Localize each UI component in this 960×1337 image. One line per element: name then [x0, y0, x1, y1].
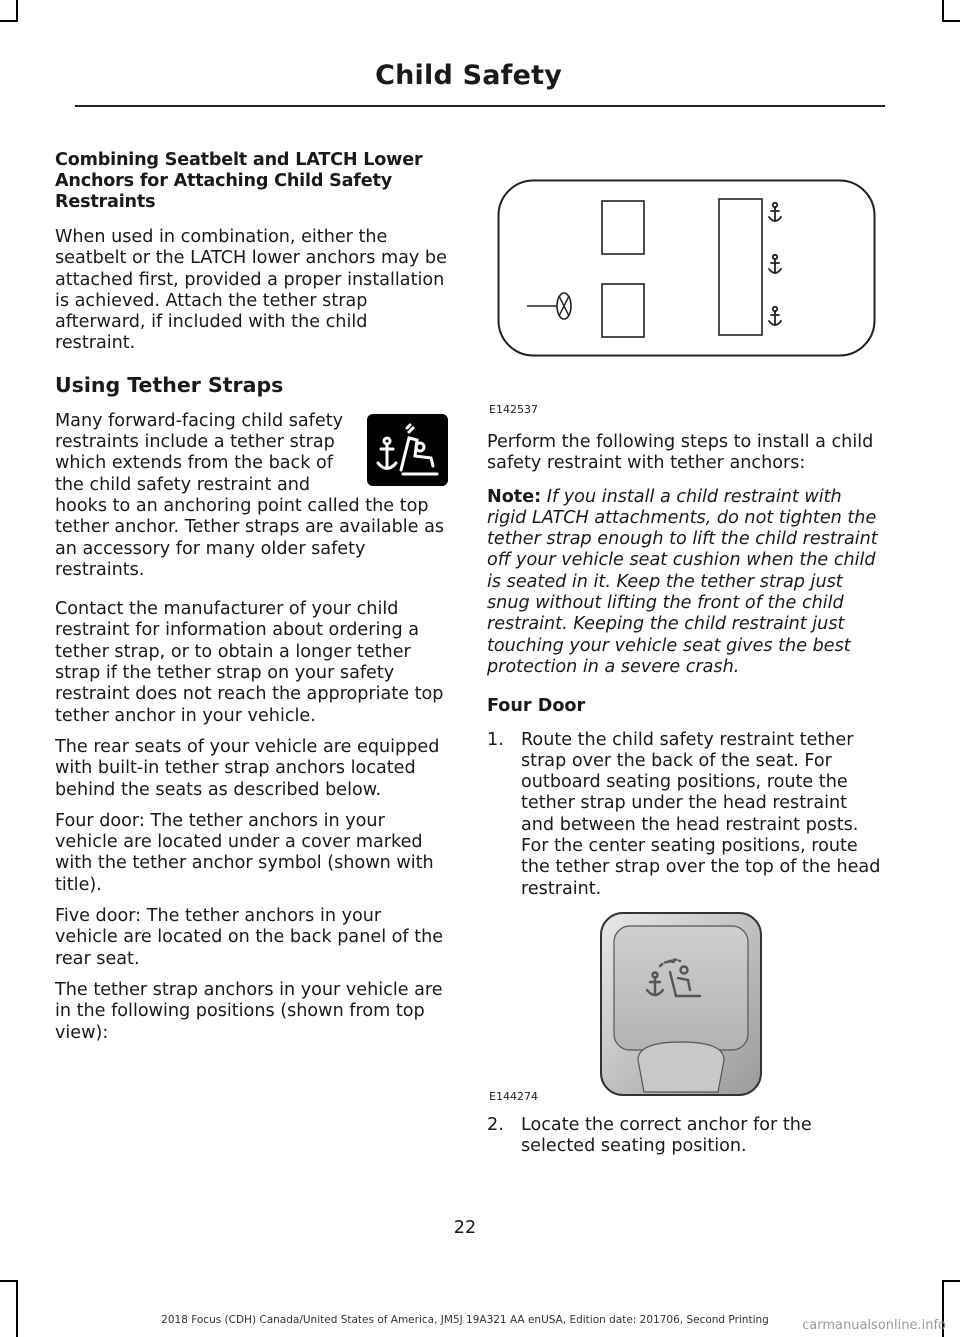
crop-mark	[0, 20, 18, 22]
footer-text: 2018 Focus (CDH) Canada/United States of America, JM5J 19A321 AA enUSA, Edition date: 201706, Second Printing	[161, 1314, 769, 1326]
figure-label: E144274	[489, 1090, 538, 1103]
paragraph: Perform the following steps to install a child safety restraint with tether anchors:	[487, 432, 874, 474]
steps-list	[487, 730, 881, 900]
watermark: carmanualsonline.info	[802, 1318, 946, 1333]
step-text: Locate the correct anchor for the selected seating position.	[521, 1115, 812, 1157]
paragraph: The rear seats of your vehicle are equipped with built-in tether strap anchors located behind the seats as described below.	[55, 736, 440, 800]
page-title: Child Safety	[375, 60, 562, 91]
paragraph: Five door: The tether anchors in your vehicle are located on the back panel of the rear seat.	[55, 906, 444, 969]
note-text: If you install a child restraint with rigid LATCH attachments, do not tighten the tether strap enough to lift the child restraint off your vehicle seat cushion when the child is seated in it. Keep the tether strap just snug without lifting the front of the child restraint. Keeping the child restraint just touching your vehicle seat gives the best protection in a severe crash.	[487, 486, 878, 677]
page-number: 22	[453, 1218, 477, 1238]
step-number: 2.	[487, 1115, 504, 1135]
list-item	[487, 1115, 881, 1158]
crop-mark	[16, 0, 18, 22]
step-number: 1.	[487, 729, 504, 750]
right-column	[487, 432, 881, 910]
step-text: Route the child safety restraint tether strap over the back of the seat. For outboard seating positions, route the tether strap under the head restraint and between the head restraint posts. For the center seating positions, route the tether strap over the top of the head restraint.	[521, 729, 881, 899]
tether-anchor-icon	[367, 414, 448, 486]
paragraph: Contact the manufacturer of your child restraint for information about ordering a tether strap, or to obtain a longer tether strap if the tether strap on your safety restraint does not reach the appropriate top tether anchor in your vehicle.	[55, 599, 444, 726]
paragraph: The tether strap anchors in your vehicle are in the following positions (shown from top view):	[55, 979, 443, 1043]
subsection-title: Four Door	[487, 696, 586, 717]
crop-mark	[942, 0, 944, 22]
crop-mark	[16, 1280, 18, 1337]
paragraph: When used in combination, either the seatbelt or the LATCH lower anchors may be attached first, provided a proper installation is achieved. Attach the tether strap afterward, if included with the child restraint.	[55, 227, 447, 354]
left-column	[55, 150, 448, 1054]
crop-mark	[0, 1280, 18, 1282]
paragraph: Four door: The tether anchors in your vehicle are located under a cover marked with the tether anchor symbol (shown with title).	[55, 810, 434, 895]
paragraph: Many forward-facing child safety restraints include a tether strap which extends from the back of the child safety restraint and hooks to an anchoring point called the top tether anchor. Tether straps are available as an accessory for many older safety restraints.	[55, 410, 445, 580]
crop-mark	[942, 20, 960, 22]
header-divider	[75, 105, 885, 107]
anchor-cover-figure	[598, 910, 764, 1100]
list-item	[487, 730, 881, 900]
steps-list	[487, 1115, 881, 1158]
note-label: Note:	[487, 486, 542, 507]
right-column-bottom	[487, 1115, 881, 1168]
section-heading: Combining Seatbelt and LATCH Lower Anchors for Attaching Child Safety Restraints	[55, 150, 423, 212]
crop-mark	[942, 1280, 960, 1282]
figure-label: E142537	[489, 403, 538, 416]
anchor-positions-figure	[497, 179, 877, 359]
section-title: Using Tether Straps	[55, 372, 284, 397]
